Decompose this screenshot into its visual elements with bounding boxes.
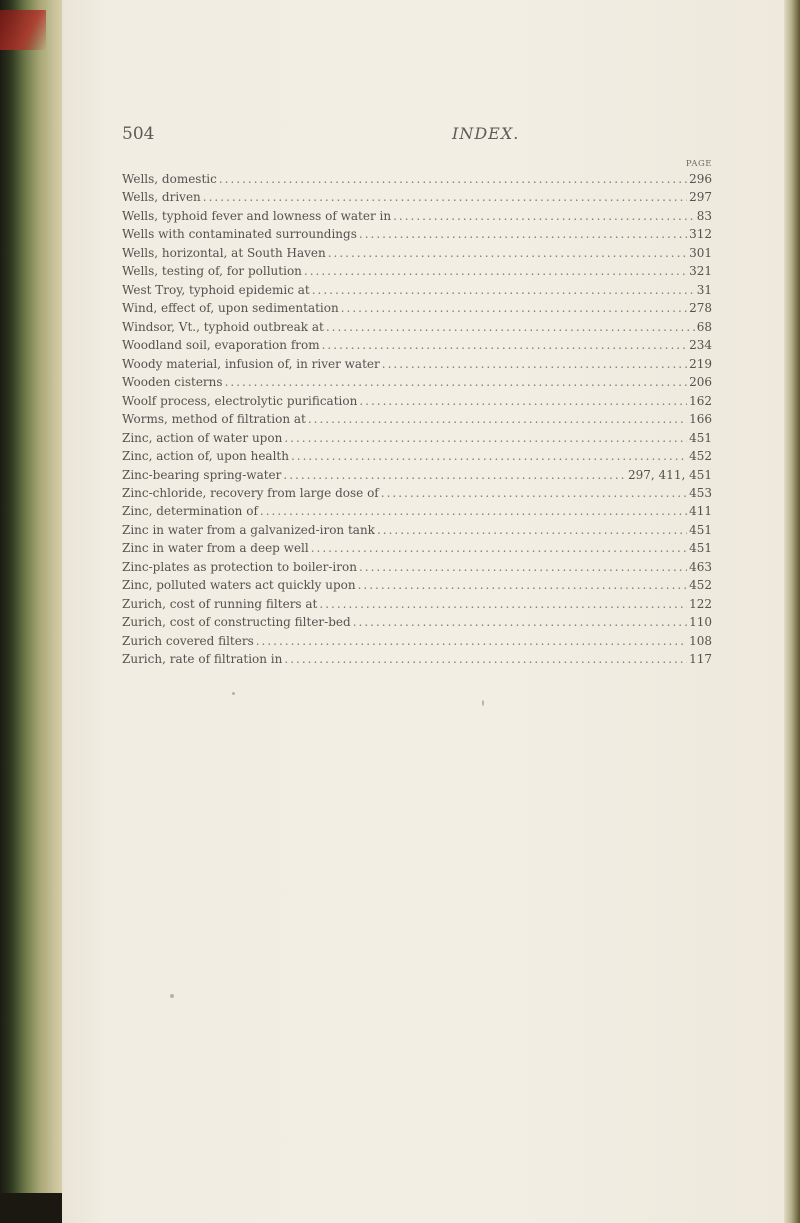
- index-entry: [122, 410, 712, 428]
- paper-speck: [482, 700, 484, 706]
- entry-pages: 452: [689, 449, 712, 464]
- entry-pages: 234: [689, 338, 712, 353]
- entry-term: Zurich, cost of constructing filter-bed: [122, 615, 351, 630]
- entry-pages: 296: [689, 172, 712, 186]
- entry-pages: 108: [689, 633, 712, 648]
- entry-pages: 451: [689, 522, 712, 537]
- dot-leader: [319, 595, 687, 613]
- dot-leader: [284, 650, 687, 668]
- entry-pages: 278: [689, 301, 712, 316]
- entry-pages: 321: [689, 264, 712, 279]
- index-entry: [122, 595, 712, 613]
- entry-term: Zinc, action of water upon: [122, 430, 283, 445]
- index-entry: [122, 484, 712, 502]
- entry-pages: 451: [689, 430, 712, 445]
- index-entry: [122, 539, 712, 557]
- entry-term: Wells, testing of, for pollution: [122, 264, 302, 279]
- index-entry: [122, 281, 712, 299]
- entry-pages: 463: [689, 559, 712, 574]
- entry-term: Wells, domestic: [122, 172, 217, 186]
- index-entry: [122, 299, 712, 317]
- index-entry: [122, 262, 712, 280]
- entry-term: Wells, typhoid fever and lowness of water in: [122, 208, 392, 223]
- paper-speck: [170, 994, 174, 998]
- paper-speck: [232, 692, 235, 695]
- index-entry: [122, 244, 712, 262]
- dot-leader: [326, 318, 695, 336]
- index-entry: [122, 225, 712, 243]
- dot-leader: [322, 336, 687, 354]
- index-entry: [122, 466, 712, 484]
- index-entry: [122, 576, 712, 594]
- entry-pages: 451: [689, 541, 712, 556]
- dot-leader: [353, 613, 687, 631]
- entry-pages: 297, 411, 451: [628, 467, 712, 482]
- entry-pages: 68: [696, 319, 712, 334]
- index-entry: [122, 502, 712, 520]
- entry-pages: 110: [689, 615, 712, 630]
- entry-pages: 301: [689, 245, 712, 260]
- entry-term: Zinc in water from a galvanized-iron tank: [122, 522, 375, 537]
- dot-leader: [308, 410, 687, 428]
- entry-pages: 297: [689, 190, 712, 205]
- index-entry: [122, 632, 712, 650]
- entry-pages: 312: [689, 227, 712, 242]
- running-head: INDEX.: [452, 124, 520, 143]
- index-entry: [122, 336, 712, 354]
- dot-leader: [304, 262, 687, 280]
- binding-ribbon: [0, 10, 46, 50]
- entry-term: Wells, driven: [122, 190, 201, 205]
- dot-leader: [341, 299, 687, 317]
- dot-leader: [359, 225, 687, 243]
- index-entries: [122, 170, 712, 669]
- entry-term: Zurich, rate of filtration in: [122, 652, 283, 667]
- index-page: [62, 0, 786, 1223]
- index-entry: [122, 318, 712, 336]
- index-entry: [122, 207, 712, 225]
- entry-term: Zinc, action of, upon health: [122, 449, 289, 464]
- entry-term: Zinc, polluted waters act quickly upon: [122, 578, 356, 593]
- dot-leader: [219, 170, 687, 188]
- dot-leader: [283, 466, 626, 484]
- entry-term: Zinc-plates as protection to boiler-iron: [122, 559, 357, 574]
- entry-term: Woody material, infusion of, in river water: [122, 356, 380, 371]
- index-entry: [122, 392, 712, 410]
- entry-term: Woodland soil, evaporation from: [122, 338, 320, 353]
- entry-pages: 206: [689, 375, 712, 390]
- entry-term: Wells with contaminated surroundings: [122, 227, 357, 242]
- dot-leader: [358, 576, 688, 594]
- entry-term: Zurich covered filters: [122, 633, 254, 648]
- index-entry: [122, 355, 712, 373]
- index-entry: [122, 188, 712, 206]
- index-entry: [122, 558, 712, 576]
- entry-pages: 219: [689, 356, 712, 371]
- dot-leader: [381, 484, 687, 502]
- page-stack-edge: [784, 0, 800, 1223]
- entry-pages: 122: [689, 596, 712, 611]
- index-entry: [122, 170, 712, 188]
- page-header: [122, 124, 762, 148]
- entry-term: Zurich, cost of running filters at: [122, 596, 318, 611]
- entry-term: Zinc-chloride, recovery from large dose of: [122, 485, 379, 500]
- dot-leader: [359, 558, 687, 576]
- dot-leader: [393, 207, 695, 225]
- entry-term: Zinc-bearing spring-water: [122, 467, 282, 482]
- entry-pages: 117: [689, 652, 712, 667]
- entry-pages: 411: [689, 504, 712, 519]
- entry-term: Windsor, Vt., typhoid outbreak at: [122, 319, 324, 334]
- entry-pages: 166: [689, 412, 712, 427]
- index-entry: [122, 650, 712, 668]
- entry-pages: 162: [689, 393, 712, 408]
- entry-pages: 31: [696, 282, 712, 297]
- dot-leader: [260, 502, 687, 520]
- index-entry: [122, 429, 712, 447]
- entry-term: Wooden cisterns: [122, 375, 223, 390]
- dot-leader: [312, 281, 695, 299]
- dot-leader: [284, 429, 687, 447]
- entry-pages: 453: [689, 485, 712, 500]
- index-entry: [122, 613, 712, 631]
- entry-term: Wells, horizontal, at South Haven: [122, 245, 326, 260]
- entry-term: Worms, method of filtration at: [122, 412, 306, 427]
- index-entry: [122, 521, 712, 539]
- index-entry: [122, 373, 712, 391]
- dot-leader: [256, 632, 687, 650]
- dot-leader: [377, 521, 687, 539]
- entry-pages: 452: [689, 578, 712, 593]
- binding-shadow: [0, 1193, 64, 1223]
- entry-term: Wind, effect of, upon sedimentation: [122, 301, 339, 316]
- dot-leader: [382, 355, 687, 373]
- page-number: 504: [122, 124, 155, 144]
- book-binding-edge: [0, 0, 64, 1223]
- entry-term: Zinc in water from a deep well: [122, 541, 309, 556]
- entry-term: Zinc, determination of: [122, 504, 258, 519]
- page-column-heading: PAGE: [685, 159, 712, 169]
- entry-pages: 83: [696, 208, 712, 223]
- dot-leader: [225, 373, 688, 391]
- dot-leader: [328, 244, 687, 262]
- index-entry: [122, 447, 712, 465]
- dot-leader: [311, 539, 687, 557]
- entry-term: West Troy, typhoid epidemic at: [122, 282, 310, 297]
- dot-leader: [203, 188, 687, 206]
- dot-leader: [359, 392, 687, 410]
- dot-leader: [291, 447, 687, 465]
- entry-term: Woolf process, electrolytic purification: [122, 393, 358, 408]
